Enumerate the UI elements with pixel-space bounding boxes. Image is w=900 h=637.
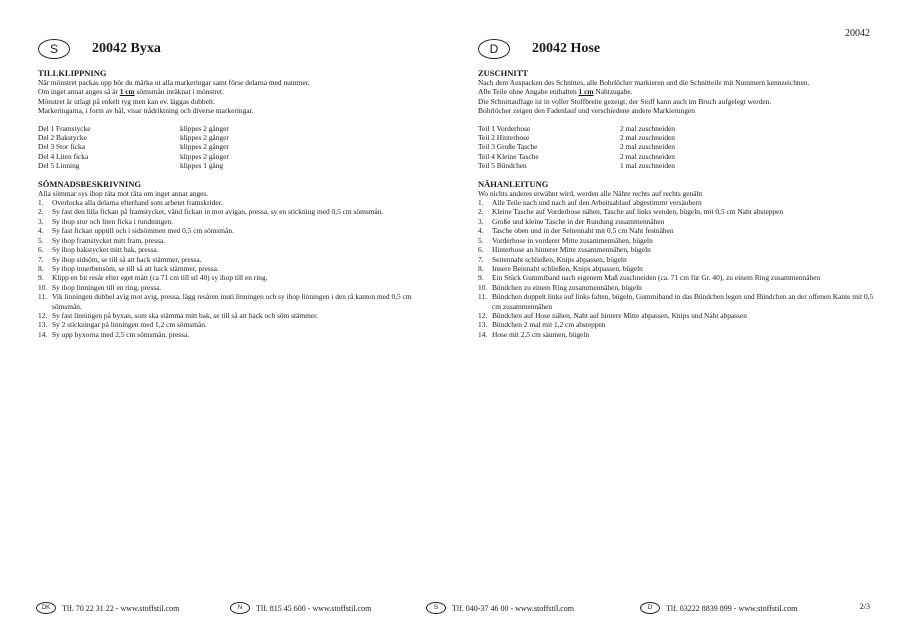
step-item: 7. Seitennaht schließen, Knips abpassen, bügeln	[478, 254, 627, 264]
step-item: 4. Tasche oben und in der Seitennaht mit 0,5 cm Naht festnähen	[478, 226, 674, 236]
seam-allowance-line: Alle Teile ohne Angabe enthalten 1 cm Nahtzugabe.	[478, 87, 633, 97]
step-item: 6. Hinterhose an hinterer Mitte zusammennähen, bügeln	[478, 245, 651, 255]
page-title: 20042 Byxa	[92, 41, 161, 56]
part-row: Teil 1 Vorderhose 2 mal zuschneiden	[478, 123, 676, 133]
language-badge: D	[478, 39, 510, 59]
step-item: 5. Sy ihop framstycket mitt fram, pressa.	[38, 235, 166, 245]
step-item: 10. Sy ihop linningen till en ring, pressa.	[38, 282, 162, 292]
german-header	[478, 38, 878, 60]
step-item: 3. Große und kleine Tasche in der Rundung zusammennähen	[478, 216, 665, 226]
part-row: Teil 2 Hinterhose 2 mal zuschneiden	[478, 133, 676, 143]
cut-line: När mönstret packas upp bör du märka ut alla markeringar samt förse delarna med nummer.	[38, 78, 310, 87]
sewing-intro: Alla sömmar sys ihop räta mot räta om inget annat anges.	[38, 188, 209, 198]
footer-contact-s	[426, 602, 574, 614]
cut-line: Nach dem Auspacken des Schnittes, alle Bohrlöcher markieren und die Schnitteile mit Nummern kennzeichnen.	[478, 78, 810, 87]
sewing-heading: SÖMNADSBESKRIVNING	[38, 178, 141, 189]
step-item: 11. Vik linningen dubbel avig mot avig, pressa, lägg resåren inuti linningen och sy ihop linningen i den rå kanten med 0,5 cm sömsmån.	[38, 292, 412, 311]
german-column	[478, 38, 878, 339]
step-item: 6. Sy ihop bakstycket mitt bak, pressa.	[38, 245, 159, 255]
step-item: 10. Bündchen zu einem Ring zusammennähen, bügeln	[478, 282, 642, 292]
contact-text: Tlf. 70 22 31 22 - www.stoffstil.com	[62, 603, 180, 613]
part-row: Del 5 Linning klippes 1 gång	[38, 161, 224, 171]
part-row: Teil 3 Große Tasche 2 mal zuschneiden	[478, 142, 676, 152]
footer	[36, 602, 880, 616]
step-item: 3. Sy ihop stor och liten ficka i rundningen.	[38, 216, 174, 226]
step-item: 4. Sy fast fickan upptill och i sidsömmen med 0,5 cm sömsmån.	[38, 226, 234, 236]
cut-line: Mönstret är utlagt på enkelt tyg men kan ev. läggas dubbelt.	[38, 96, 215, 106]
parts-list	[38, 124, 438, 171]
step-item: 13. Bündchen 2 mal mit 1,2 cm absteppen	[478, 320, 606, 330]
step-item: 5. Vorderhose in vorderer Mitte zusammennähen, bügeln	[478, 235, 653, 245]
country-badge: N	[230, 602, 250, 614]
step-item: 8. Innere Beinnaht schließen, Knips abpassen, bügeln	[478, 263, 643, 273]
part-row: Del 4 Liten ficka klippes 2 gånger	[38, 151, 229, 161]
cut-heading: ZUSCHNITT	[478, 68, 529, 78]
contact-text: Tlf. 815 45 600 - www.stoffstil.com	[256, 603, 372, 613]
step-item: 1. Alle Teile nach und nach auf den Arbeitsablauf abgestimmt versäubern	[478, 198, 702, 208]
step-item: 12. Sy fast linningen på byxan, som ska stämma mitt bak, se till så att hack och söm stämmer.	[38, 310, 319, 320]
step-item: 9. Ein Stück Gummiband nach eigenem Maß zuschneiden (ca. 71 cm für Gr. 40), zu einem Ring zusammennähen	[478, 273, 821, 283]
page-number: 2/3	[859, 602, 870, 611]
sewing-steps	[478, 198, 878, 339]
country-badge: D	[640, 602, 660, 614]
cut-line: Markeringarna, i form av hål, visar trådriktning och diverse markeringar.	[38, 106, 254, 116]
step-item: 14. Sy upp byxorna med 2,5 cm sömsmån, pressa.	[38, 329, 190, 339]
footer-contact-dk	[36, 602, 179, 614]
cut-heading: TILLKLIPPNING	[38, 68, 107, 78]
sewing-heading: NÄHANLEITUNG	[478, 178, 549, 189]
step-item: 7. Sy ihop sidsöm, se till så att hack stämmer, pressa.	[38, 254, 202, 264]
step-item: 8. Sy ihop innerbensöm, se till så att hack stämmer, pressa.	[38, 263, 219, 273]
step-item: 2. Sy fast den lilla fickan på framstycket, vänd fickan in mot avigan, pressa, sy en stickning med 0,5 cm sömsmån.	[38, 207, 384, 217]
step-item: 2. Kleine Tasche auf Vorderhose nähen, Tasche auf links wenden, bügeln, mit 0,5 cm Naht absteppen	[478, 207, 784, 217]
step-item: 9. Klipp en bit resår efter eget mått (ca 71 cm till stl 40) sy ihop till en ring.	[38, 273, 268, 283]
step-item: 1. Overlocka alla delarna efterhand som arbetet framskrider.	[38, 198, 223, 208]
part-row: Del 3 Stor ficka klippes 2 gånger	[38, 142, 229, 152]
sewing-steps	[38, 198, 438, 339]
sewing-intro: Wo nichts anderes erwähnt wird, werden alle Nähte rechts auf rechts genäht	[478, 188, 703, 198]
seam-allowance-line: Om inget annat anges så är 1 cm sömsmån inräknat i mönstret.	[38, 87, 224, 97]
contact-text: Tlf. 040-37 46 00 - www.stoffstil.com	[452, 603, 574, 613]
parts-list	[478, 124, 878, 171]
page-code: 20042	[845, 28, 870, 39]
footer-contact-n	[230, 602, 371, 614]
page-title: 20042 Hose	[532, 41, 601, 56]
swedish-header	[38, 38, 438, 60]
part-row: Teil 5 Bündchen 1 mal zuschneiden	[478, 161, 676, 171]
step-item: 13. Sy 2 stickningar på linningen med 1,2 cm sömsmån.	[38, 320, 207, 330]
part-row: Del 1 Framstycke klippes 2 gånger	[38, 123, 229, 133]
cut-line: Die Schnittauflage ist in voller Stoffbreite gezeigt, der Stoff kann auch im Bruch aufgelegt werden.	[478, 96, 772, 106]
step-item: 11. Bündchen doppelt links auf links falten, bügeln, Gummiband in das Bündchen legen und Bündchen an der offenen Kante mit 0,5 cm zusammennähen	[478, 292, 874, 311]
swedish-column	[38, 38, 438, 339]
country-badge: DK	[36, 602, 56, 614]
country-badge: S	[426, 602, 446, 614]
footer-contact-d	[640, 602, 797, 614]
step-item: 14. Hose mit 2,5 cm säumen, bügeln	[478, 329, 590, 339]
part-row: Del 2 Bakstycke klippes 2 gånger	[38, 133, 229, 143]
step-item: 12. Bündchen auf Hose nähen, Naht auf hintere Mitte abpassen, Knips und Naht abpassen	[478, 310, 747, 320]
language-badge: S	[38, 39, 70, 59]
cut-line: Bohrlöcher zeigen den Fadenlauf und verschiedene andere Markierungen	[478, 106, 695, 116]
part-row: Teil 4 Kleine Tasche 2 mal zuschneiden	[478, 151, 676, 161]
contact-text: Tlf. 03222 8839 899 - www.stoffstil.com	[666, 603, 798, 613]
